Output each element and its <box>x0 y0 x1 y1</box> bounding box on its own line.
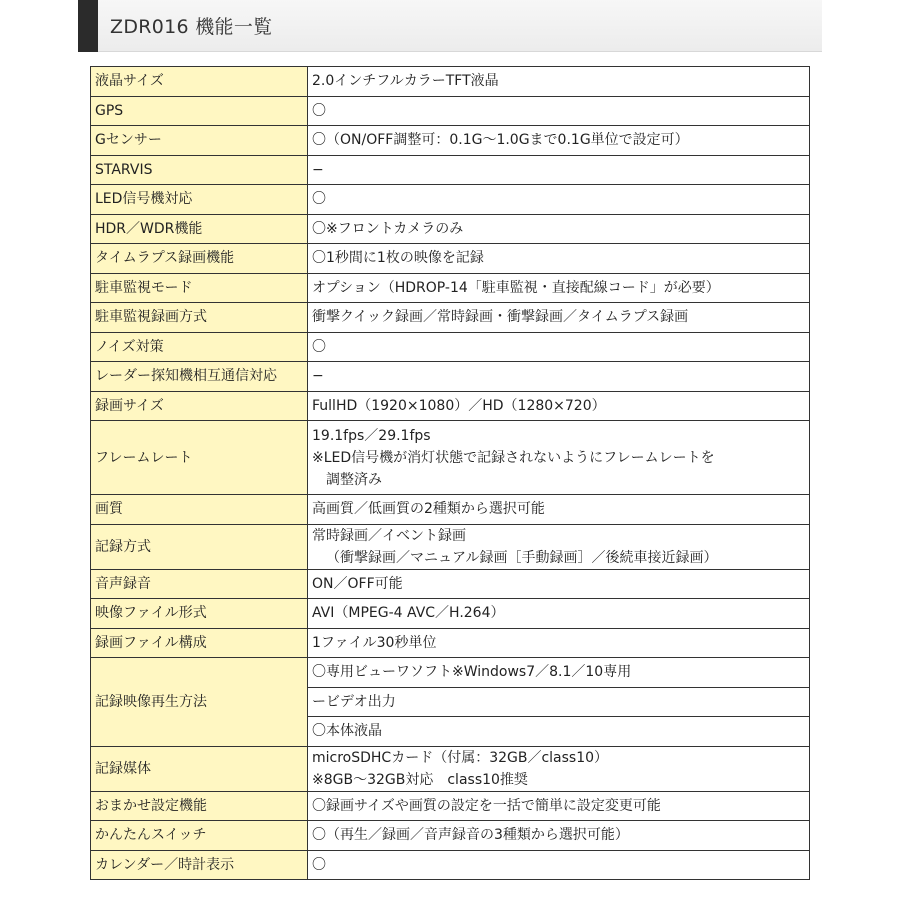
table-row <box>91 628 810 658</box>
row-label: 記録映像再生方法 <box>91 658 308 747</box>
row-label: STARVIS <box>91 155 308 185</box>
spec-table-body <box>91 67 810 880</box>
row-label: 記録媒体 <box>91 746 308 791</box>
value-line: microSDHCカード（付属：32GB／class10） <box>312 749 609 766</box>
value-line: 〇 <box>312 191 326 208</box>
value-line: 〇 <box>312 102 326 119</box>
row-label: おまかせ設定機能 <box>91 791 308 821</box>
row-value <box>308 746 810 791</box>
row-value <box>308 332 810 362</box>
value-line: − <box>312 161 324 178</box>
row-label: フレームレート <box>91 421 308 495</box>
value-line: 〇（再生／録画／音声録音の3種類から選択可能） <box>312 827 629 844</box>
value-line: 常時録画／イベント録画 <box>312 527 466 544</box>
row-value: 〇本体液晶 <box>308 717 810 747</box>
row-label: タイムラプス録画機能 <box>91 244 308 274</box>
row-value <box>308 421 810 495</box>
row-label: HDR／WDR機能 <box>91 214 308 244</box>
row-value <box>308 244 810 274</box>
row-label: 録画サイズ <box>91 391 308 421</box>
value-line: 19.1fps／29.1fps <box>312 427 431 444</box>
page-header <box>78 0 822 52</box>
row-value <box>308 67 810 97</box>
row-label: 液晶サイズ <box>91 67 308 97</box>
row-value <box>308 126 810 156</box>
row-label: 映像ファイル形式 <box>91 599 308 629</box>
table-row <box>91 791 810 821</box>
row-value <box>308 96 810 126</box>
table-row <box>91 421 810 495</box>
table-row <box>91 362 810 392</box>
row-value <box>308 495 810 525</box>
row-value <box>308 850 810 880</box>
row-value <box>308 214 810 244</box>
value-line: 1ファイル30秒単位 <box>312 634 437 651</box>
table-row <box>91 599 810 629</box>
row-value <box>308 628 810 658</box>
row-value: ービデオ出力 <box>308 687 810 717</box>
table-row <box>91 67 810 97</box>
row-value <box>308 155 810 185</box>
value-line: − <box>312 368 324 385</box>
row-value <box>308 362 810 392</box>
table-row <box>91 658 810 688</box>
table-row <box>91 850 810 880</box>
value-line: ※LED信号機が消灯状態で記録されないようにフレームレートを <box>312 449 715 466</box>
row-label: カレンダー／時計表示 <box>91 850 308 880</box>
row-label: レーダー探知機相互通信対応 <box>91 362 308 392</box>
spec-table <box>90 66 810 880</box>
header-accent-bar <box>78 0 98 52</box>
value-line: 〇録画サイズや画質の設定を一括で簡単に設定変更可能 <box>312 797 661 814</box>
page-title: ZDR016 機能一覧 <box>110 16 273 38</box>
row-label: かんたんスイッチ <box>91 821 308 851</box>
table-row <box>91 821 810 851</box>
row-label: ノイズ対策 <box>91 332 308 362</box>
value-line: ON／OFF可能 <box>312 575 403 592</box>
table-row <box>91 244 810 274</box>
row-label: 駐車監視録画方式 <box>91 303 308 333</box>
row-value <box>308 599 810 629</box>
row-value <box>308 569 810 599</box>
row-value <box>308 303 810 333</box>
value-line: 〇 <box>312 856 326 873</box>
row-value <box>308 821 810 851</box>
table-row <box>91 303 810 333</box>
table-row <box>91 273 810 303</box>
value-line: オプション（HDROP-14「駐車監視・直接配線コード」が必要） <box>312 279 720 296</box>
row-label: 音声録音 <box>91 569 308 599</box>
value-line: ※8GB〜32GB対応 class10推奨 <box>312 771 528 788</box>
table-row <box>91 155 810 185</box>
table-row <box>91 524 810 569</box>
value-line: FullHD（1920×1080）／HD（1280×720） <box>312 397 606 414</box>
table-row <box>91 126 810 156</box>
row-value: 〇専用ビューワソフト※Windows7／8.1／10専用 <box>308 658 810 688</box>
row-label: Gセンサー <box>91 126 308 156</box>
row-value <box>308 391 810 421</box>
table-row <box>91 332 810 362</box>
row-label: 画質 <box>91 495 308 525</box>
value-line: 〇（ON/OFF調整可：0.1G〜1.0Gまで0.1G単位で設定可） <box>312 132 689 149</box>
row-value <box>308 791 810 821</box>
value-line: （衝撃録画／マニュアル録画［手動録画］／後続車接近録画） <box>326 549 718 566</box>
value-line: AVI（MPEG-4 AVC／H.264） <box>312 605 505 622</box>
table-row <box>91 495 810 525</box>
value-line: 2.0インチフルカラーTFT液晶 <box>312 73 499 90</box>
value-line: 高画質／低画質の2種類から選択可能 <box>312 501 545 518</box>
table-row <box>91 96 810 126</box>
value-line: 調整済み <box>326 471 382 488</box>
row-label: LED信号機対応 <box>91 185 308 215</box>
table-row <box>91 569 810 599</box>
row-value <box>308 185 810 215</box>
value-line: 〇※フロントカメラのみ <box>312 220 464 237</box>
table-row <box>91 185 810 215</box>
row-label: GPS <box>91 96 308 126</box>
row-value <box>308 524 810 569</box>
value-line: 〇1秒間に1枚の映像を記録 <box>312 250 484 267</box>
row-label: 記録方式 <box>91 524 308 569</box>
row-value <box>308 273 810 303</box>
value-line: 衝撃クイック録画／常時録画・衝撃録画／タイムラプス録画 <box>312 309 689 326</box>
value-line: 〇 <box>312 338 326 355</box>
table-row <box>91 746 810 791</box>
table-row <box>91 214 810 244</box>
table-row <box>91 391 810 421</box>
row-label: 録画ファイル構成 <box>91 628 308 658</box>
row-label: 駐車監視モード <box>91 273 308 303</box>
